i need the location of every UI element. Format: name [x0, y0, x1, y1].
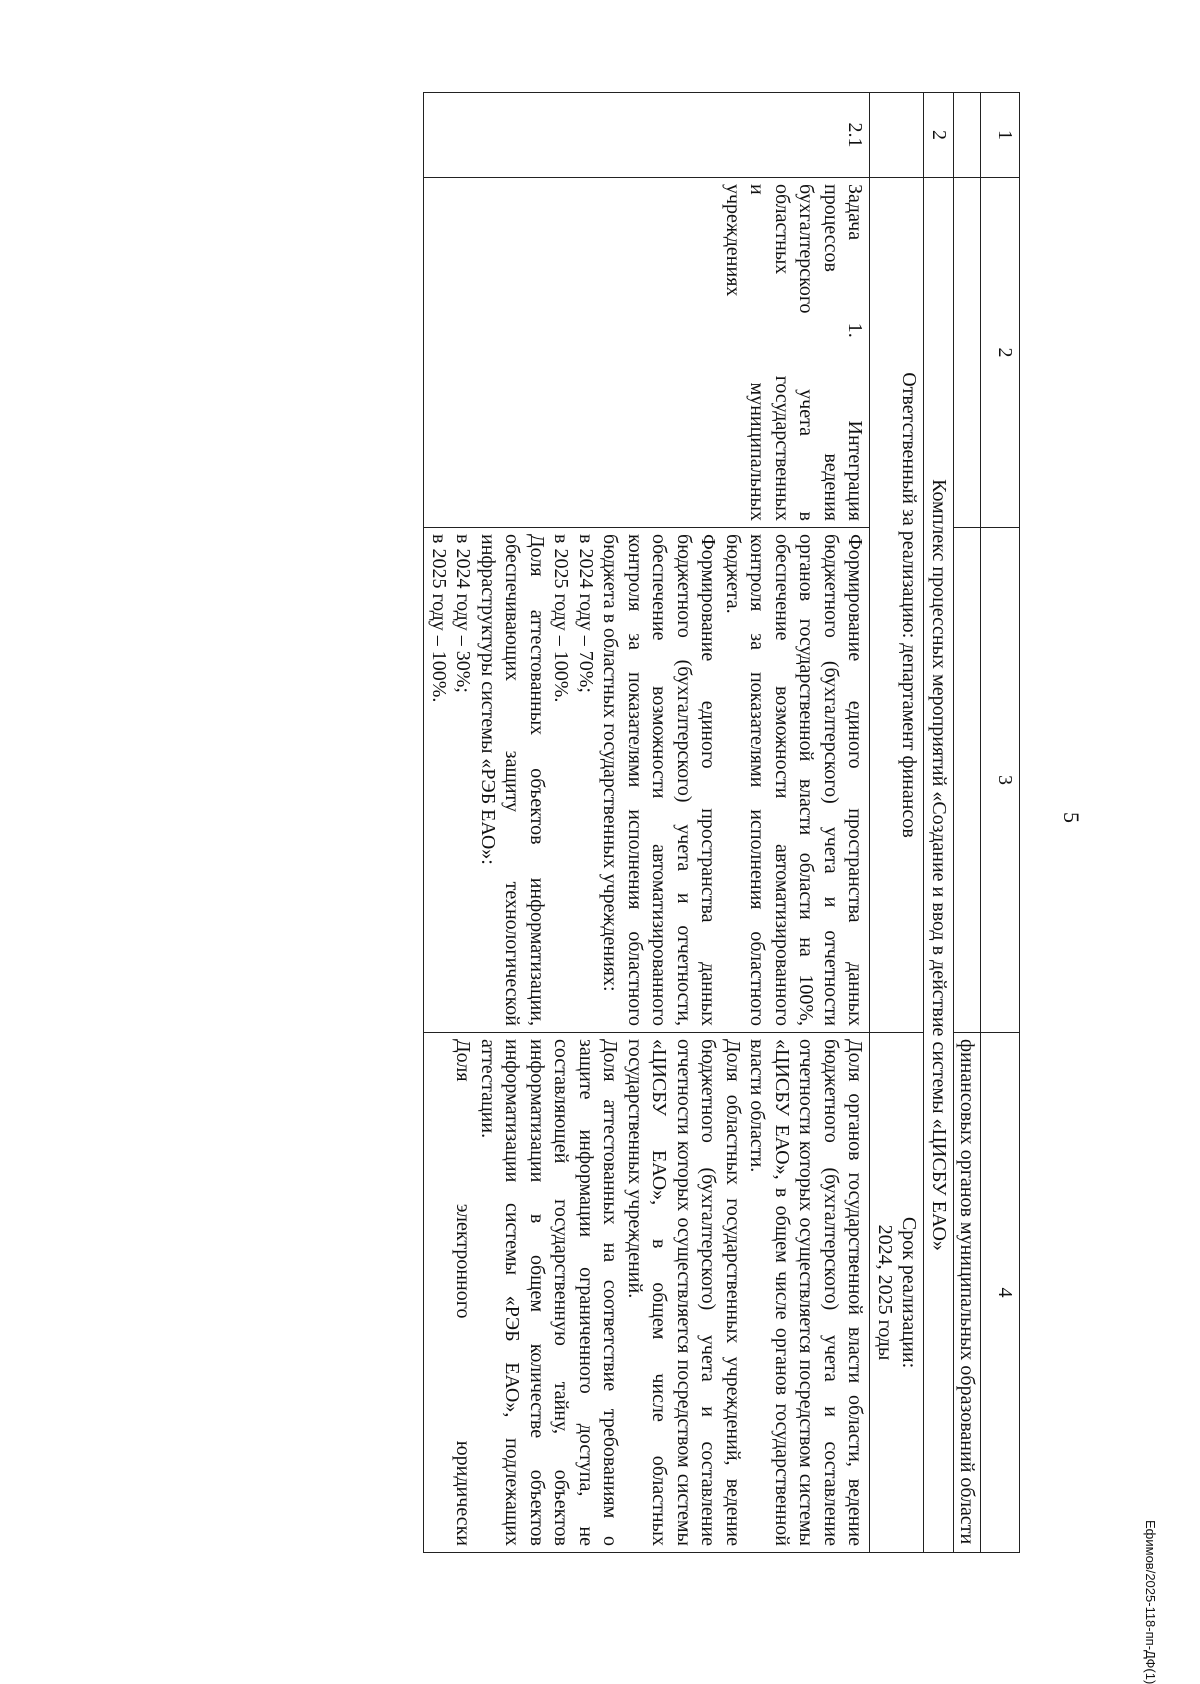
- task-name-line: Задача 1. Интеграция: [844, 184, 867, 521]
- continuation-row: [954, 93, 981, 1553]
- implementation-period: [870, 1033, 924, 1553]
- column-number-4: 4: [981, 1033, 1020, 1553]
- effect-paragraph: Формирование единого пространства данных бюджетного (бухгалтерского) учета и отчетности, обеспечение возможности автоматизированного контроля за показателями исполнения областного бюджета в областных государственных учреждениях:: [599, 534, 720, 1026]
- footer-code: Ефимов/2025-118-пп-ДФ(1): [1143, 1520, 1158, 1684]
- task-name-line: бухгалтерского учета в: [795, 184, 818, 521]
- rotated-document-table: [85, 92, 1020, 1552]
- responsible-row: [870, 93, 924, 1553]
- measures-table: [424, 92, 1021, 1553]
- task-name-line: учреждениях: [722, 184, 744, 297]
- page-number: 5: [1059, 812, 1084, 823]
- effect-paragraph: Формирование единого пространства данных бюджетного (бухгалтерского) учета и отчетности органов государственной власти области на 100%, обеспечение возможности автоматизированного контроля за показателями исполнения областного бюджета.: [722, 534, 867, 1026]
- previous-indicator-continuation: финансовых органов муниципальных образований области: [954, 1033, 981, 1553]
- column-number-2: 2: [981, 178, 1020, 528]
- effect-paragraph: Доля аттестованных объектов информатизации, обеспечивающих защиту технологической инфраструктуры системы «РЭБ ЕАО»:: [477, 534, 548, 1026]
- period-value: 2024, 2025 годы: [874, 1224, 896, 1361]
- effect-value: в 2025 году – 100%.: [428, 534, 450, 703]
- expected-effects: [424, 528, 870, 1033]
- column-number-1: 1: [981, 93, 1020, 178]
- task-name-line: областных государственных: [771, 184, 793, 521]
- indicator-paragraph: Доля областных государственных учреждений, ведение бюджетного (бухгалтерского) учета и составление отчетности которых осуществляется посредством системы «ЦИСБУ ЕАО», в общем числе областных государственных учреждений.: [624, 1039, 744, 1546]
- section-title-row: [924, 93, 954, 1553]
- effect-value: в 2024 году – 70%;: [575, 534, 597, 693]
- effect-value: в 2024 году – 30%;: [452, 534, 475, 693]
- task-number: 2.1: [424, 93, 870, 178]
- indicators: [424, 1033, 870, 1553]
- effect-value: в 2025 году – 100%.: [550, 534, 573, 703]
- indicator-paragraph: Доля органов государственной власти области, ведение бюджетного (бухгалтерского) учета и составление отчетности которых осуществляется посредством системы «ЦИСБУ ЕАО», в общем числе органов государственной власти области.: [746, 1039, 867, 1546]
- period-label: Срок реализации:: [898, 1216, 921, 1369]
- section-title: Комплекс процессных мероприятий «Создание и ввод в действие системы «ЦИСБУ ЕАО»: [924, 178, 954, 1553]
- task-name-line: и муниципальных: [746, 184, 769, 521]
- column-number-row: [981, 93, 1020, 1553]
- responsible-executor: Ответственный за реализацию: департамент финансов: [870, 178, 924, 1033]
- task-name: [424, 178, 870, 528]
- task-row: [424, 93, 870, 1553]
- section-number: 2: [924, 93, 954, 178]
- column-number-3: 3: [981, 528, 1020, 1033]
- indicator-paragraph: Доля аттестованных на соответствие требованиям о защите информации ограниченного доступа, не составляющей государственную тайну, объектов информатизации в общем количестве объектов информатизации системы «РЭБ ЕАО», подлежащих аттестации.: [477, 1039, 622, 1546]
- task-name-line: процессов ведения: [820, 184, 842, 521]
- indicator-paragraph: Доля электронного юридически: [452, 1039, 475, 1546]
